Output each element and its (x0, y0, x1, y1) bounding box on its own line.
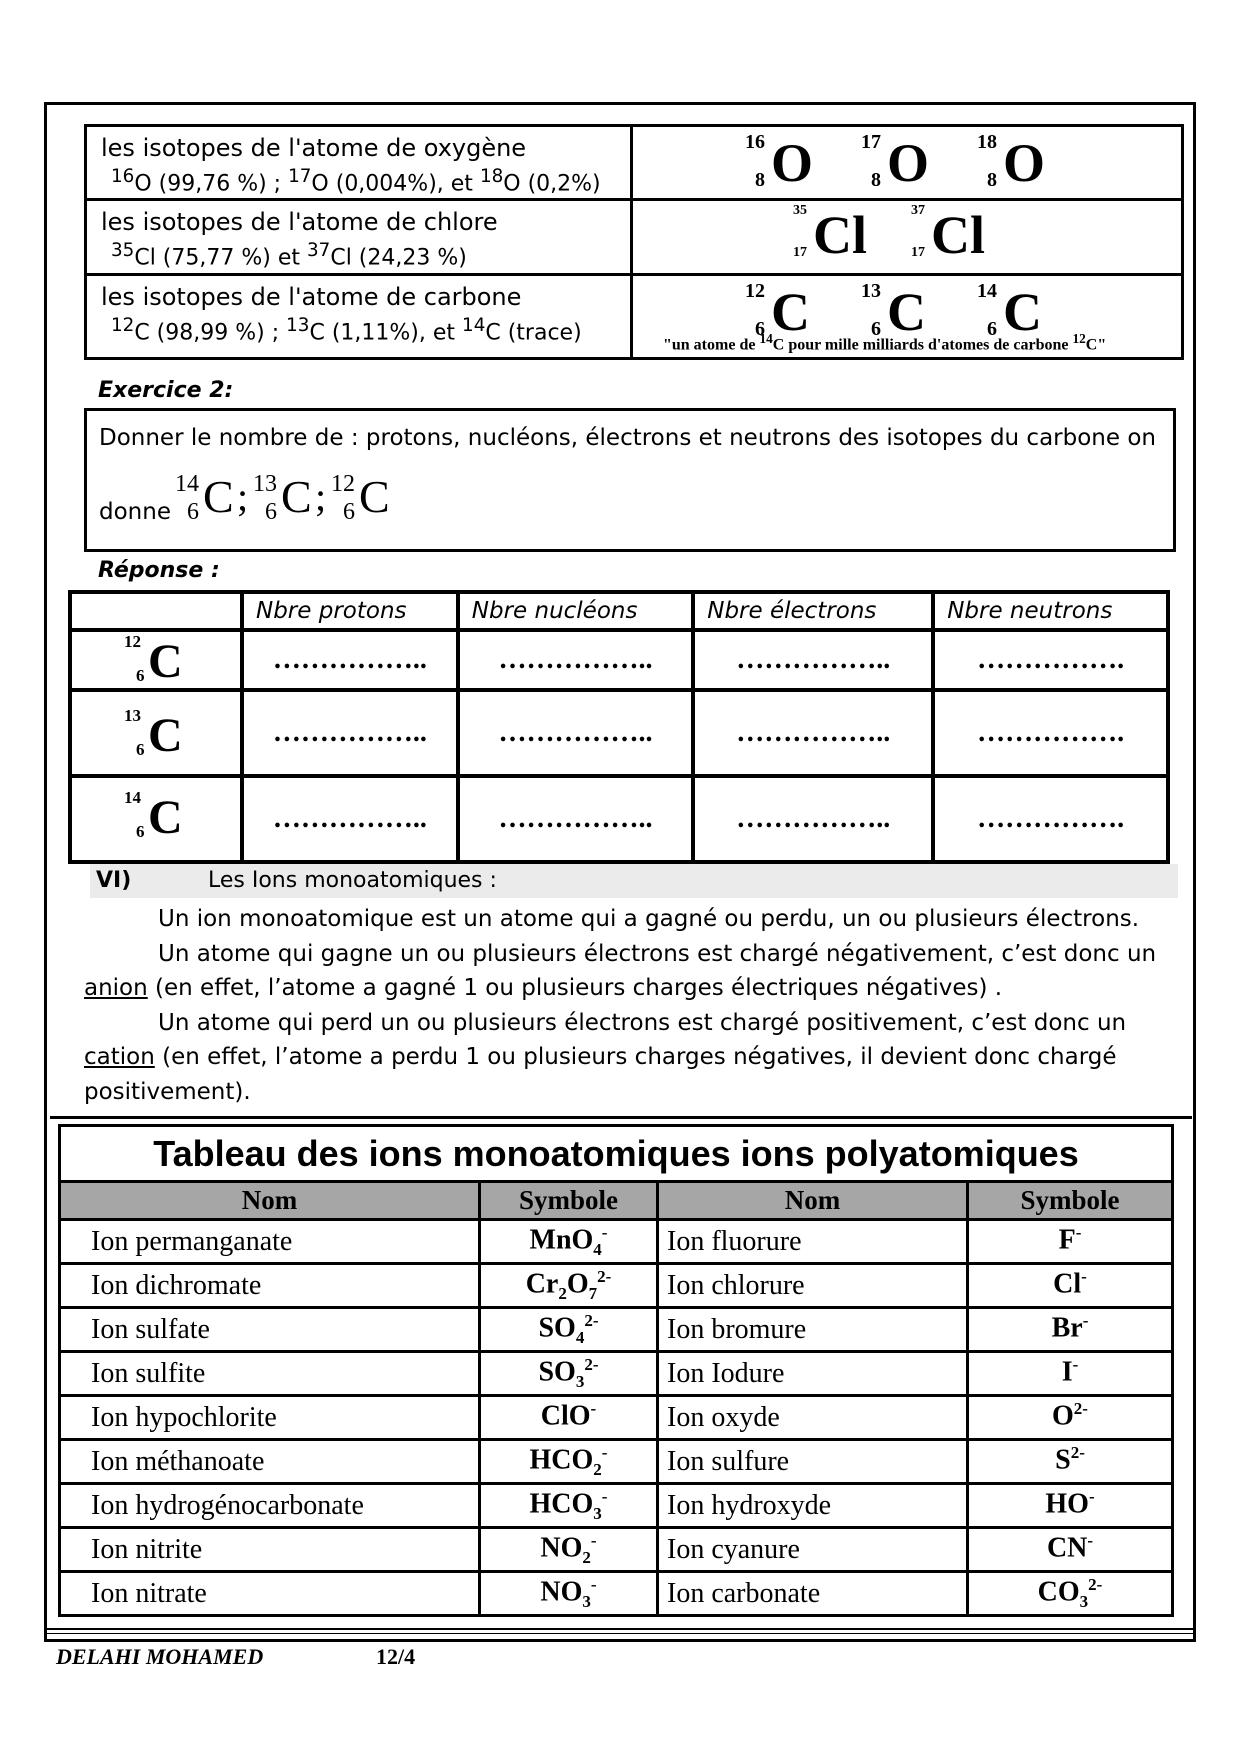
footer-rule (44, 1633, 1196, 1634)
answer-blank[interactable]: …………….. (458, 630, 693, 690)
ion-name: Ion fluorure (658, 1220, 968, 1264)
answer-blank[interactable]: …………….. (693, 690, 933, 776)
isotope-table (84, 124, 1184, 360)
ion-row (60, 1264, 1173, 1308)
answer-blank[interactable]: …………….. (242, 690, 458, 776)
ion-row (60, 1440, 1173, 1484)
answer-blank[interactable]: …………….. (693, 630, 933, 690)
mass-number: 37 (307, 240, 331, 262)
paragraph: Un atome qui perd un ou plusieurs électrons est chargé positivement, c’est donc un (158, 1009, 1127, 1036)
ion-symbol (968, 1440, 1173, 1484)
formula-part: 2- (1088, 1575, 1103, 1594)
answer-blank[interactable]: ……………. (933, 776, 1168, 862)
formula-part: 3 (593, 1503, 602, 1523)
ion-name: Ion carbonate (658, 1572, 968, 1616)
column-header: Nom (658, 1182, 968, 1220)
ion-symbol (480, 1528, 658, 1572)
ion-name: Ion chlorure (658, 1264, 968, 1308)
formula-part: Cr (525, 1268, 559, 1300)
mass-number: 16 (111, 166, 135, 187)
answer-heading: Réponse : (98, 558, 220, 583)
isotope-row-carbon: les isotopes de l'atome de carbone $^{12}$C (98,99 %) ; $^{13}$C (1,11%), et $^{14}$C (trace) 12 6 C 13 6 C 14 6 C "un atome de $^{14}$C pour mille milliards d'atomes de carbone $^{12}$C" (86, 274, 1183, 358)
formula-part: 2 (558, 1283, 567, 1303)
formula-part: 2- (1070, 1443, 1085, 1462)
answer-blank[interactable]: …………….. (458, 776, 693, 862)
formula-part: 2- (584, 1311, 599, 1330)
paragraph: anion (en effet, l’atome a gagné 1 ou plusieurs charges électriques négatives) . (84, 975, 1003, 1001)
formula-part: - (590, 1531, 597, 1550)
ion-symbol (480, 1220, 658, 1264)
ion-symbol (968, 1396, 1173, 1440)
formula-part: - (1072, 1355, 1079, 1374)
formula-part: SO (538, 1356, 576, 1388)
ion-symbol (480, 1440, 658, 1484)
ion-name: Ion bromure (658, 1308, 968, 1352)
formula-part: S (1055, 1444, 1071, 1476)
formula-part: 2- (597, 1267, 612, 1286)
answer-row: 12 6 C …………….. …………….. …………….. ……………. (70, 630, 1168, 690)
formula-part: F (1058, 1224, 1076, 1256)
abundance: C (98,99 %) ; (134, 319, 287, 345)
formula-part: 3 (575, 1371, 585, 1391)
formula-part: CN (1046, 1532, 1088, 1564)
formula-part: HO (1045, 1488, 1089, 1520)
ion-symbol (968, 1572, 1173, 1616)
formula-part: 4 (575, 1327, 585, 1347)
ion-name: Ion sulfate (60, 1308, 480, 1352)
ion-row (60, 1396, 1173, 1440)
formula-part: I (1061, 1356, 1073, 1388)
formula-part: NO (540, 1532, 583, 1564)
ion-name: Ion sulfite (60, 1352, 480, 1396)
formula-part: O (566, 1268, 589, 1300)
mass-number: 13 (286, 314, 310, 336)
formula-part: - (1088, 1487, 1095, 1506)
formula-part: - (1082, 1311, 1089, 1330)
ion-name: Ion hypochlorite (60, 1396, 480, 1440)
formula-part: 4 (593, 1239, 602, 1259)
formula-part: HCO (529, 1488, 594, 1520)
ion-row (60, 1352, 1173, 1396)
footer-author: DELAHI MOHAMED (56, 1644, 264, 1669)
isotope-detail (101, 163, 616, 198)
mass-number: 12 (111, 314, 135, 336)
ion-row (60, 1572, 1173, 1616)
abundance: C (1,11%), et (309, 319, 463, 345)
paragraph: Un atome qui gagne un ou plusieurs électrons est chargé négativement, c’est donc un (158, 940, 1157, 967)
ion-name: Ion sulfure (658, 1440, 968, 1484)
ion-name: Ion hydrogénocarbonate (60, 1484, 480, 1528)
paragraph: Un ion monoatomique est un atome qui a gagné ou perdu, un ou plusieurs électrons. (158, 906, 1140, 932)
exercise-heading: Exercice 2: (98, 378, 234, 403)
formula-part: 2 (593, 1459, 602, 1479)
formula-part: 3 (1079, 1591, 1089, 1611)
term-anion: anion (84, 975, 148, 1001)
formula-part: - (601, 1487, 608, 1506)
ion-name: Ion méthanoate (60, 1440, 480, 1484)
ion-table-title: Tableau des ions monoatomiques ions polyatomiques (60, 1126, 1173, 1182)
formula-part: 2 (582, 1547, 591, 1567)
mass-number: 18 (479, 166, 504, 187)
answer-header-row (70, 592, 1168, 630)
ion-symbol (968, 1352, 1173, 1396)
ion-symbol (480, 1352, 658, 1396)
column-header: Nbre nucléons (458, 592, 693, 630)
isotope-row-oxygen: les isotopes de l'atome de oxygène $^{16}$O (99,76 %) ; $^{17}$O (0,004%), et $^{18}$O (0,2%) 16 8 O 17 8 O 18 8 O (86, 126, 1183, 200)
carbon-14-note: "un atome de $^{14}$C pour mille milliards d'atomes de carbone $^{12}$C" (663, 331, 1107, 354)
isotope-detail (101, 312, 616, 347)
answer-row: 14 6 C …………….. …………….. …………….. ……………. (70, 776, 1168, 862)
ion-name: Ion permanganate (60, 1220, 480, 1264)
formula-part: - (590, 1399, 597, 1418)
ion-row (60, 1484, 1173, 1528)
mass-number: 35 (111, 240, 135, 262)
abundance: C (trace) (485, 319, 582, 345)
formula-part: O (1052, 1400, 1074, 1432)
answer-blank[interactable]: ……………. (933, 630, 1168, 690)
ion-name: Ion oxyde (658, 1396, 968, 1440)
ion-name: Ion cyanure (658, 1528, 968, 1572)
column-header: Symbole (968, 1182, 1173, 1220)
ion-name: Ion nitrate (60, 1572, 480, 1616)
formula-part: 3 (582, 1591, 591, 1611)
ion-symbol (480, 1572, 658, 1616)
column-header: Nom (60, 1182, 480, 1220)
isotope-title: les isotopes de l'atome de chlore (101, 208, 498, 237)
section-number: VI) (96, 868, 132, 893)
ion-row (60, 1528, 1173, 1572)
section-title: Les Ions monoatomiques : (208, 868, 497, 893)
paragraph: cation (en effet, l’atome a perdu 1 ou plusieurs charges négatives, il devient donc chargé positivement). (84, 1044, 1117, 1105)
formula-part: SO (538, 1312, 576, 1344)
formula-part: NO (540, 1576, 583, 1608)
column-header: Nbre neutrons (933, 592, 1168, 630)
formula-part: HCO (529, 1444, 594, 1476)
answer-blank[interactable]: …………….. (458, 690, 693, 776)
formula-part: - (1081, 1267, 1087, 1286)
ion-symbol (968, 1528, 1173, 1572)
ion-name: Ion Iodure (658, 1352, 968, 1396)
column-header: Symbole (480, 1182, 658, 1220)
ion-name: Ion dichromate (60, 1264, 480, 1308)
answer-blank[interactable]: ……………. (933, 690, 1168, 776)
ion-symbol (480, 1396, 658, 1440)
formula-part: - (590, 1575, 597, 1594)
abundance: O (0,2%) (503, 171, 601, 197)
ion-symbol (968, 1220, 1173, 1264)
formula-part: - (601, 1443, 608, 1462)
formula-part: 2- (584, 1355, 599, 1374)
section-body (84, 902, 1184, 1109)
footer-page-number: 12/4 (376, 1644, 416, 1669)
answer-row: 13 6 C …………….. …………….. …………….. ……………. (70, 690, 1168, 776)
formula-part: - (1075, 1223, 1082, 1242)
formula-part: CO (1037, 1576, 1080, 1608)
ion-symbol (968, 1264, 1173, 1308)
column-header: Nbre électrons (693, 592, 933, 630)
abundance: O (99,76 %) ; (134, 171, 289, 197)
ion-symbol (968, 1484, 1173, 1528)
formula-part: Cl (1053, 1268, 1082, 1300)
ion-table-header (60, 1182, 1173, 1220)
exercise-donne: donne (99, 499, 171, 525)
ion-symbol (480, 1264, 658, 1308)
ion-symbol (968, 1308, 1173, 1352)
formula-part: 2- (1073, 1399, 1088, 1418)
ion-symbol (480, 1308, 658, 1352)
formula-part: 7 (588, 1283, 598, 1303)
isotope-title: les isotopes de l'atome de oxygène (101, 134, 527, 162)
column-header: Nbre protons (242, 592, 458, 630)
answer-blank[interactable]: …………….. (693, 776, 933, 862)
term-cation: cation (84, 1044, 155, 1070)
ion-symbol (480, 1484, 658, 1528)
formula-part: - (601, 1223, 608, 1242)
answer-blank[interactable]: …………….. (242, 630, 458, 690)
footer-rule (44, 1628, 1196, 1630)
isotope-detail (101, 237, 616, 272)
exercise-question: Donner le nombre de : protons, nucléons, électrons et neutrons des isotopes du carbone on (99, 425, 1156, 451)
ion-name: Ion hydroxyde (658, 1484, 968, 1528)
ion-name: Ion nitrite (60, 1528, 480, 1572)
formula-part: MnO (529, 1224, 594, 1256)
ion-row (60, 1308, 1173, 1352)
answer-table (68, 590, 1170, 864)
abundance: Cl (24,23 %) (330, 245, 467, 271)
ion-row (60, 1220, 1173, 1264)
answer-blank[interactable]: …………….. (242, 776, 458, 862)
formula-part: ClO (540, 1400, 591, 1432)
abundance: Cl (75,77 %) et (134, 245, 307, 271)
abundance: O (0,004%), et (311, 171, 480, 197)
isotope-row-chlorine: les isotopes de l'atome de chlore $^{35}$Cl (75,77 %) et $^{37}$Cl (24,23 %) 35 17 Cl 37 17 Cl (86, 200, 1183, 274)
formula-part: - (1087, 1531, 1094, 1550)
exercise-box: Donner le nombre de : protons, nucléons, électrons et neutrons des isotopes du carbone on donne 14 6 C ; 13 6 C ; 12 6 C (84, 408, 1176, 552)
mass-number: 14 (462, 314, 486, 336)
ion-table (58, 1124, 1174, 1617)
isotope-title: les isotopes de l'atome de carbone (101, 282, 522, 311)
formula-part: Br (1051, 1312, 1083, 1344)
mass-number: 17 (288, 166, 312, 187)
